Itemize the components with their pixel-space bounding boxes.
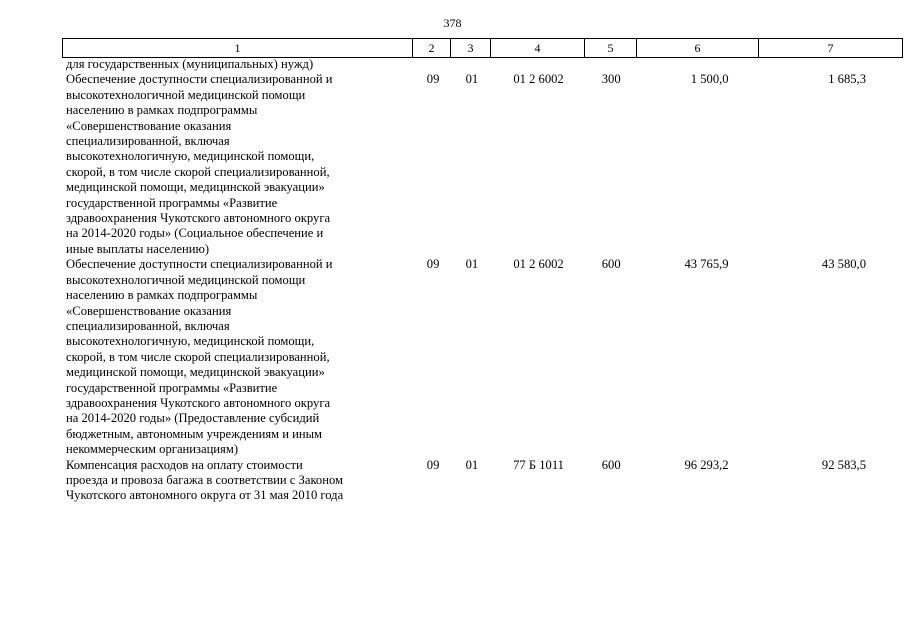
column-header-row	[63, 39, 903, 58]
amount-year-1: 96 293,2	[684, 457, 729, 472]
text-line: медицинской помощи, медицинской эвакуации»	[66, 180, 325, 195]
amount-year-2: 1 685,3	[828, 72, 866, 87]
column-header-6: 6	[637, 39, 759, 58]
text-line: высокотехнологичную, медицинской помощи,	[66, 149, 315, 164]
table-row	[62, 257, 902, 457]
amount-year-1: 43 765,9	[684, 257, 729, 272]
target-article-code: 01 2 6002	[513, 257, 564, 272]
column-header-4: 4	[491, 39, 585, 58]
text-line: Компенсация расходов на оплату стоимости	[66, 457, 303, 472]
column-header-2: 2	[413, 39, 451, 58]
expense-type-code: 600	[601, 457, 621, 472]
text-line: населению в рамках подпрограммы	[66, 288, 258, 303]
text-line: скорой, в том числе скорой специализированной,	[66, 349, 330, 364]
table-body	[62, 57, 902, 504]
text-line: высокотехнологичной медицинской помощи	[66, 87, 306, 102]
text-line: Обеспечение доступности специализированной и	[66, 72, 333, 87]
column-header-5: 5	[585, 39, 637, 58]
table-row	[62, 458, 902, 504]
amount-year-2: 43 580,0	[821, 257, 866, 272]
target-article-code: 01 2 6002	[513, 72, 564, 87]
text-line: здравоохранения Чукотского автономного округа	[66, 211, 331, 226]
page-number: 378	[443, 16, 462, 30]
target-article-code: 77 Б 1011	[513, 457, 564, 472]
text-line: Обеспечение доступности специализированной и	[66, 257, 333, 272]
carryover-text	[62, 57, 416, 72]
text-line: государственной программы «Развитие	[66, 195, 278, 210]
column-header-7: 7	[759, 39, 903, 58]
text-line: специализированной, включая	[66, 318, 230, 333]
row-description	[62, 72, 414, 257]
text-line: высокотехнологичную, медицинской помощи,	[66, 334, 315, 349]
text-line: медицинской помощи, медицинской эвакуации»	[66, 365, 325, 380]
text-line: «Совершенствование оказания	[66, 303, 232, 318]
text-line: бюджетным, автономным учреждениям и иным	[66, 426, 323, 441]
text-line: населению в рамках подпрограммы	[66, 103, 258, 118]
column-header-3: 3	[451, 39, 491, 58]
expense-type-code: 300	[601, 72, 621, 87]
carryover-row	[62, 57, 902, 72]
section-code: 09	[426, 457, 440, 472]
table-row	[62, 72, 902, 257]
table-rows	[62, 72, 902, 503]
text-line: иные выплаты населению)	[66, 241, 210, 256]
text-line: проезда и провоза багажа в соответствии с Законом	[66, 472, 343, 487]
text-line: специализированной, включая	[66, 134, 230, 149]
subsection-code: 01	[465, 72, 479, 87]
expense-type-code: 600	[601, 257, 621, 272]
column-header-table	[62, 38, 903, 58]
text-line: на 2014-2020 годы» (Предоставление субсидий	[66, 411, 320, 426]
text-line: «Совершенствование оказания	[66, 118, 232, 133]
section-code: 09	[426, 257, 440, 272]
row-description	[62, 458, 414, 504]
text-line: некоммерческим организациям)	[66, 442, 239, 457]
row-description	[62, 257, 414, 457]
text-line: для государственных (муниципальных) нужд)	[66, 57, 314, 71]
text-line: здравоохранения Чукотского автономного округа	[66, 395, 331, 410]
subsection-code: 01	[465, 257, 479, 272]
text-line: скорой, в том числе скорой специализированной,	[66, 164, 330, 179]
subsection-code: 01	[465, 457, 479, 472]
amount-year-1: 1 500,0	[690, 72, 729, 87]
text-line: Чукотского автономного округа от 31 мая 2010 года	[66, 488, 344, 503]
text-line: государственной программы «Развитие	[66, 380, 278, 395]
text-line: высокотехнологичной медицинской помощи	[66, 272, 306, 287]
text-line: на 2014-2020 годы» (Социальное обеспечение и	[66, 226, 324, 241]
column-header-1: 1	[63, 39, 413, 58]
section-code: 09	[426, 72, 440, 87]
amount-year-2: 92 583,5	[821, 457, 866, 472]
